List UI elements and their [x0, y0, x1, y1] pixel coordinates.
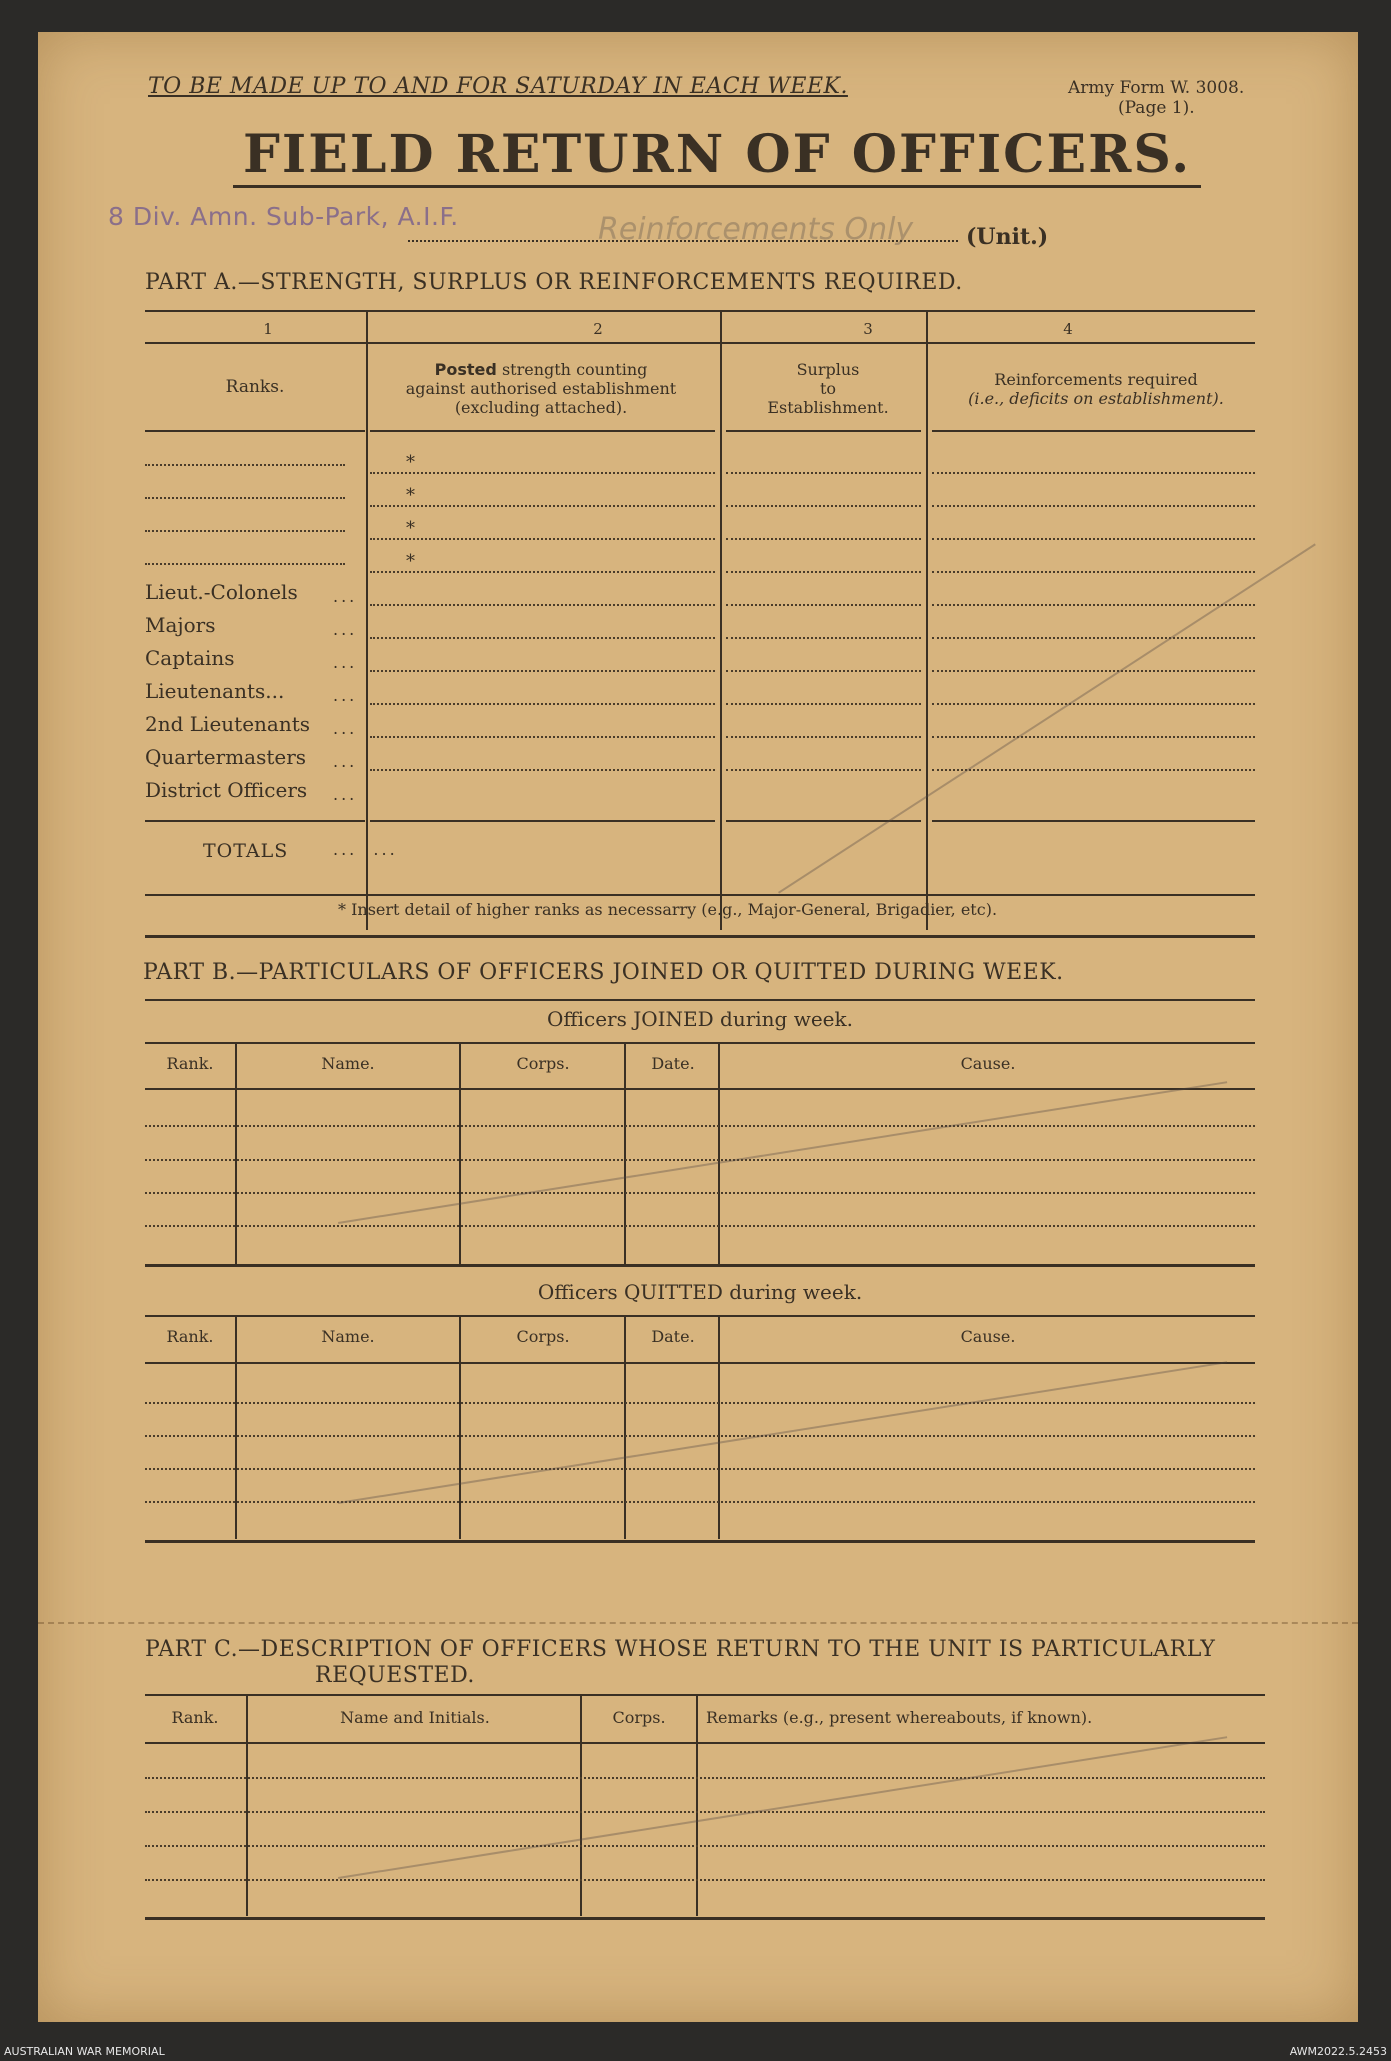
entry-line[interactable]: [726, 604, 921, 606]
section-rule: [145, 1540, 1255, 1543]
unit-label: (Unit.): [966, 224, 1049, 250]
entry-line[interactable]: [726, 538, 921, 540]
divider: [145, 1362, 1255, 1364]
quitted-title: Officers QUITTED during week.: [537, 1280, 863, 1304]
surplus-text-3: Establishment.: [767, 398, 889, 417]
column-rule: [718, 1042, 720, 1266]
section-rule: [145, 1917, 1265, 1920]
divider: [932, 820, 1255, 822]
entry-line[interactable]: [932, 637, 1255, 639]
unit-field[interactable]: [408, 240, 958, 242]
entry-line[interactable]: [145, 1501, 1255, 1503]
blank-rank-line[interactable]: [145, 563, 345, 565]
asterisk: *: [406, 485, 415, 506]
form-number: Army Form W. 3008.: [1068, 78, 1245, 98]
divider: [145, 310, 1255, 312]
asterisk: *: [406, 551, 415, 572]
col-number-3: 3: [863, 320, 873, 338]
col-corps: Corps.: [516, 1327, 570, 1346]
leader-dots: ... ...: [333, 840, 398, 859]
column-rule: [718, 1315, 720, 1539]
entry-line[interactable]: [370, 670, 715, 672]
entry-line[interactable]: [370, 637, 715, 639]
col-corps: Corps.: [612, 1708, 666, 1727]
archive-id: AWM2022.5.2453: [1289, 2045, 1387, 2058]
col-ranks-header: Ranks.: [225, 377, 285, 397]
entry-line[interactable]: [370, 736, 715, 738]
column-rule: [926, 310, 928, 930]
col-rank: Rank.: [171, 1708, 219, 1727]
posted-text-2: against authorised establishment: [405, 379, 677, 398]
page-number: (Page 1).: [1118, 98, 1195, 118]
entry-line[interactable]: [145, 1777, 1265, 1779]
divider: [932, 430, 1255, 432]
divider: [145, 342, 1255, 344]
page-title: FIELD RETURN OF OFFICERS.: [233, 124, 1201, 188]
divider: [145, 1042, 1255, 1044]
divider: [145, 1088, 1255, 1090]
entry-line[interactable]: [726, 505, 921, 507]
divider: [145, 999, 1255, 1001]
section-rule: [145, 935, 1255, 938]
divider: [145, 1742, 1265, 1744]
blank-rank-line[interactable]: [145, 497, 345, 499]
form-identifier: [1068, 78, 1244, 118]
column-rule: [720, 310, 722, 930]
reinf-text-1: Reinforcements required: [994, 370, 1198, 389]
divider: [726, 430, 921, 432]
entry-line[interactable]: [932, 769, 1255, 771]
entry-line[interactable]: [145, 1225, 1255, 1227]
column-rule: [624, 1042, 626, 1266]
surplus-text-1: Surplus: [796, 360, 860, 379]
asterisk: *: [406, 518, 415, 539]
column-rule: [459, 1042, 461, 1266]
leader-dots: ... ... ... ... ... ... ...: [333, 587, 358, 804]
entry-line[interactable]: [145, 1435, 1255, 1437]
divider: [145, 820, 365, 822]
entry-line[interactable]: [145, 1192, 1255, 1194]
column-rule: [624, 1315, 626, 1539]
col-cause: Cause.: [960, 1327, 1016, 1346]
part-c-heading-line2: REQUESTED.: [315, 1663, 475, 1688]
entry-line[interactable]: [145, 1159, 1255, 1161]
column-rule: [235, 1042, 237, 1266]
unit-pencil-note: Reinforcements Only: [598, 212, 914, 247]
posted-text: strength counting: [501, 360, 648, 379]
col-remarks: Remarks (e.g., present whereabouts, if known).: [706, 1708, 1093, 1727]
part-c-heading: [145, 1637, 1215, 1689]
column-rule: [366, 310, 368, 930]
archive-credit: AUSTRALIAN WAR MEMORIAL: [4, 2045, 165, 2058]
col-surplus-header: [728, 360, 928, 417]
divider: [145, 894, 1255, 896]
posted-bold: Posted: [434, 360, 497, 379]
entry-line[interactable]: [726, 670, 921, 672]
entry-line[interactable]: [726, 769, 921, 771]
divider: [145, 1694, 1265, 1696]
entry-line[interactable]: [145, 1125, 1255, 1127]
entry-line[interactable]: [370, 703, 715, 705]
entry-line[interactable]: [726, 736, 921, 738]
entry-line[interactable]: [932, 670, 1255, 672]
rank-label: District Officers: [145, 778, 308, 802]
col-number-1: 1: [263, 320, 273, 338]
rank-label: Quartermasters: [145, 745, 307, 769]
entry-line[interactable]: [370, 604, 715, 606]
rank-label: Captains: [145, 646, 235, 670]
blank-rank-line[interactable]: [145, 464, 345, 466]
joined-title: Officers JOINED during week.: [547, 1007, 853, 1031]
col-name: Name.: [321, 1327, 375, 1346]
col-name-initials: Name and Initials.: [340, 1708, 490, 1727]
entry-line[interactable]: [726, 703, 921, 705]
column-rule: [459, 1315, 461, 1539]
col-rank: Rank.: [166, 1327, 214, 1346]
col-rank: Rank.: [166, 1054, 214, 1073]
entry-line[interactable]: [370, 769, 715, 771]
col-reinforcements-header: [936, 370, 1256, 408]
col-corps: Corps.: [516, 1054, 570, 1073]
entry-line[interactable]: [726, 637, 921, 639]
entry-line[interactable]: [145, 1845, 1265, 1847]
column-rule: [580, 1694, 582, 1916]
column-rule: [696, 1694, 698, 1916]
entry-line[interactable]: [932, 604, 1255, 606]
totals-label: TOTALS: [203, 840, 289, 862]
section-rule: [145, 1264, 1255, 1267]
pencil-strike: [338, 1736, 1227, 1879]
rank-label: Lieut.-Colonels: [145, 580, 298, 604]
pencil-strike: [338, 1361, 1227, 1504]
divider: [145, 1315, 1255, 1317]
entry-line[interactable]: [370, 472, 715, 474]
column-rule: [235, 1315, 237, 1539]
entry-line[interactable]: [932, 472, 1255, 474]
rank-label: Lieutenants...: [145, 679, 285, 703]
entry-line[interactable]: [145, 1879, 1265, 1881]
entry-line[interactable]: [370, 505, 715, 507]
col-date: Date.: [651, 1327, 695, 1346]
entry-line[interactable]: [932, 703, 1255, 705]
entry-line[interactable]: [932, 538, 1255, 540]
entry-line[interactable]: [726, 472, 921, 474]
entry-line[interactable]: [145, 1402, 1255, 1404]
entry-line[interactable]: [932, 571, 1255, 573]
entry-line[interactable]: [370, 538, 715, 540]
col-number-4: 4: [1063, 320, 1073, 338]
entry-line[interactable]: [145, 1811, 1265, 1813]
posted-text-3: (excluding attached).: [454, 398, 628, 417]
column-rule: [246, 1694, 248, 1916]
blank-rank-line[interactable]: [145, 530, 345, 532]
entry-line[interactable]: [370, 571, 715, 573]
entry-line[interactable]: [932, 736, 1255, 738]
col-date: Date.: [651, 1054, 695, 1073]
col-cause: Cause.: [960, 1054, 1016, 1073]
divider: [370, 430, 715, 432]
rank-label: 2nd Lieutenants: [145, 712, 311, 736]
col-number-2: 2: [593, 320, 603, 338]
asterisk: *: [406, 452, 415, 473]
divider: [370, 820, 715, 822]
form-sheet: [38, 32, 1358, 2022]
pencil-strike: [778, 543, 1316, 893]
part-c-heading-line1: PART C.—DESCRIPTION OF OFFICERS WHOSE RETURN TO THE UNIT IS PARTICULARLY: [145, 1637, 1216, 1662]
part-b-heading: PART B.—PARTICULARS OF OFFICERS JOINED OR QUITTED DURING WEEK.: [143, 960, 1064, 985]
divider: [145, 430, 365, 432]
entry-line[interactable]: [145, 1468, 1255, 1470]
surplus-text-2: to: [819, 379, 837, 398]
rank-label: Majors: [145, 613, 216, 637]
footnote: * Insert detail of higher ranks as necessarry (e.g., Major-General, Brigadier, etc).: [338, 900, 998, 919]
pencil-strike: [338, 1081, 1227, 1224]
col-posted-header: [371, 360, 711, 417]
reinf-text-2: (i.e., deficits on establishment).: [968, 389, 1224, 408]
entry-line[interactable]: [932, 505, 1255, 507]
col-name: Name.: [321, 1054, 375, 1073]
entry-line[interactable]: [726, 571, 921, 573]
part-a-heading: PART A.—STRENGTH, SURPLUS OR REINFORCEMENTS REQUIRED.: [145, 270, 963, 295]
unit-stamp: 8 Div. Amn. Sub-Park, A.I.F.: [108, 202, 459, 231]
instruction-note: TO BE MADE UP TO AND FOR SATURDAY IN EACH WEEK.: [148, 74, 848, 99]
